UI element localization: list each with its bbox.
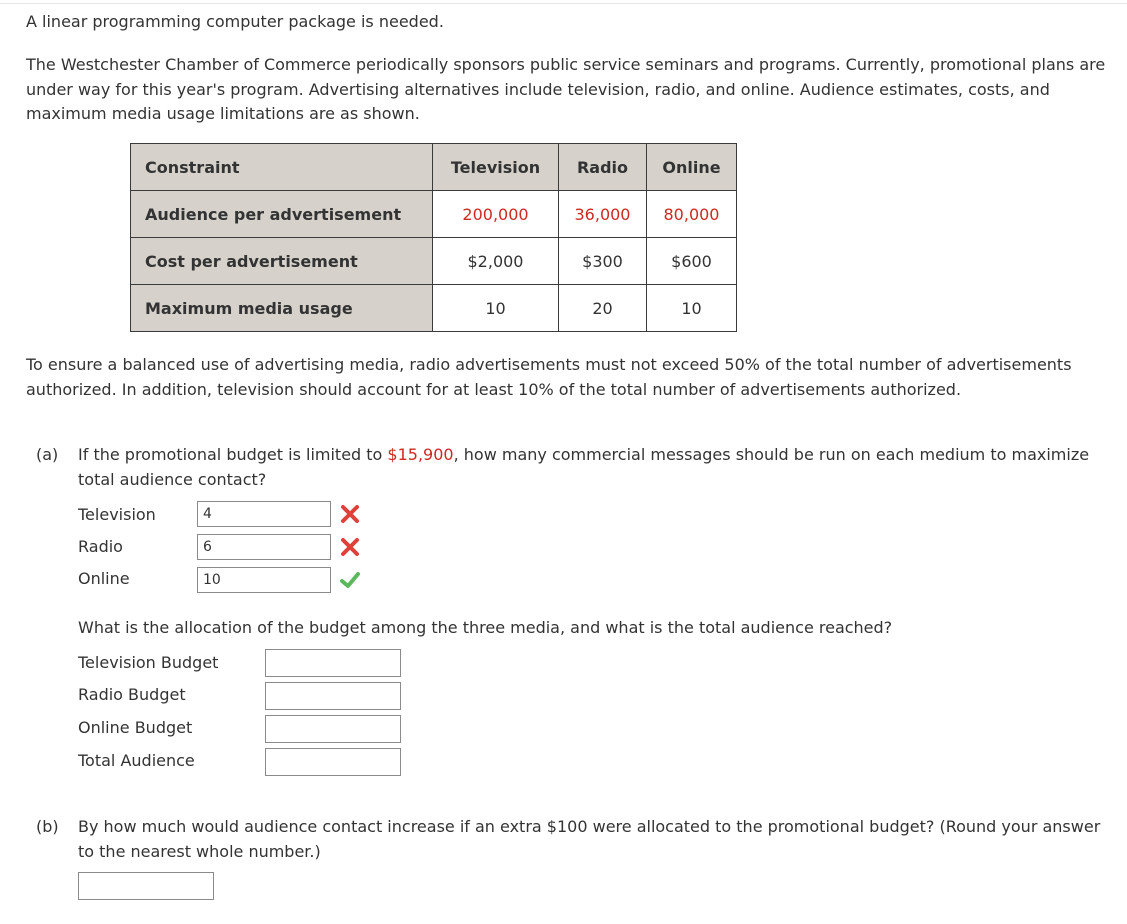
- tv-budget-label: Television Budget: [78, 653, 219, 672]
- cell-radio-max: 20: [559, 285, 647, 332]
- part-b-question: By how much would audience contact increase if an extra $100 were allocated to the promotional budget? (Round your answer to the nearest whole number.): [78, 817, 1101, 861]
- cell-online-audience: 80,000: [647, 191, 737, 238]
- header-radio: Radio: [559, 144, 647, 191]
- online-label: Online: [78, 569, 130, 588]
- part-a-question-pre: If the promotional budget is limited to: [78, 445, 388, 464]
- row-label: Maximum media usage: [131, 285, 433, 332]
- part-a-label: (a): [36, 445, 59, 464]
- header-television: Television: [433, 144, 559, 191]
- header-online: Online: [647, 144, 737, 191]
- intro-text: A linear programming computer package is needed.: [26, 12, 444, 31]
- header-constraint: Constraint: [131, 144, 433, 191]
- audience-increase-input[interactable]: [78, 872, 214, 900]
- tv-budget-input[interactable]: [265, 649, 401, 677]
- table-row: [131, 285, 737, 332]
- incorrect-x-icon: [339, 536, 361, 558]
- top-divider: [0, 3, 1127, 4]
- tv-label: Television: [78, 505, 156, 524]
- online-input[interactable]: 10: [197, 567, 331, 593]
- constraint-paragraph: To ensure a balanced use of advertising media, radio advertisements must not exceed 50% of the total number of advertisements authorized. In addition, television should account for at least 10% of the total number of advertisements authorized.: [26, 355, 1072, 399]
- cell-online-cost: $600: [647, 238, 737, 285]
- radio-input[interactable]: 6: [197, 534, 331, 560]
- part-b-label: (b): [36, 817, 59, 836]
- correct-check-icon: [339, 569, 361, 591]
- cell-radio-audience: 36,000: [559, 191, 647, 238]
- allocation-question: What is the allocation of the budget among the three media, and what is the total audience reached?: [78, 618, 893, 637]
- table-row: [131, 191, 737, 238]
- part-a-question-post: , how many commercial messages should be run on each medium to maximize total audience contact?: [78, 445, 1090, 489]
- cell-online-max: 10: [647, 285, 737, 332]
- tv-input[interactable]: 4: [197, 501, 331, 527]
- total-audience-input[interactable]: [265, 748, 401, 776]
- radio-label: Radio: [78, 537, 123, 556]
- cell-tv-audience: 200,000: [433, 191, 559, 238]
- radio-budget-label: Radio Budget: [78, 685, 186, 704]
- row-label: Audience per advertisement: [131, 191, 433, 238]
- problem-paragraph: The Westchester Chamber of Commerce periodically sponsors public service seminars and programs. Currently, promotional plans are under way for this year's program. Advertising alternatives include television, radio, and online. Audience estimates, costs, and maximum media usage limitations are as shown.: [26, 55, 1106, 123]
- cell-radio-cost: $300: [559, 238, 647, 285]
- radio-budget-input[interactable]: [265, 682, 401, 710]
- table-header-row: [131, 144, 737, 191]
- total-audience-label: Total Audience: [78, 751, 195, 770]
- cell-tv-cost: $2,000: [433, 238, 559, 285]
- table-row: [131, 238, 737, 285]
- part-a-question: [78, 443, 1108, 492]
- media-table: [130, 143, 737, 332]
- online-budget-label: Online Budget: [78, 718, 193, 737]
- incorrect-x-icon: [339, 503, 361, 525]
- cell-tv-max: 10: [433, 285, 559, 332]
- budget-amount: $15,900: [387, 445, 454, 464]
- row-label: Cost per advertisement: [131, 238, 433, 285]
- online-budget-input[interactable]: [265, 715, 401, 743]
